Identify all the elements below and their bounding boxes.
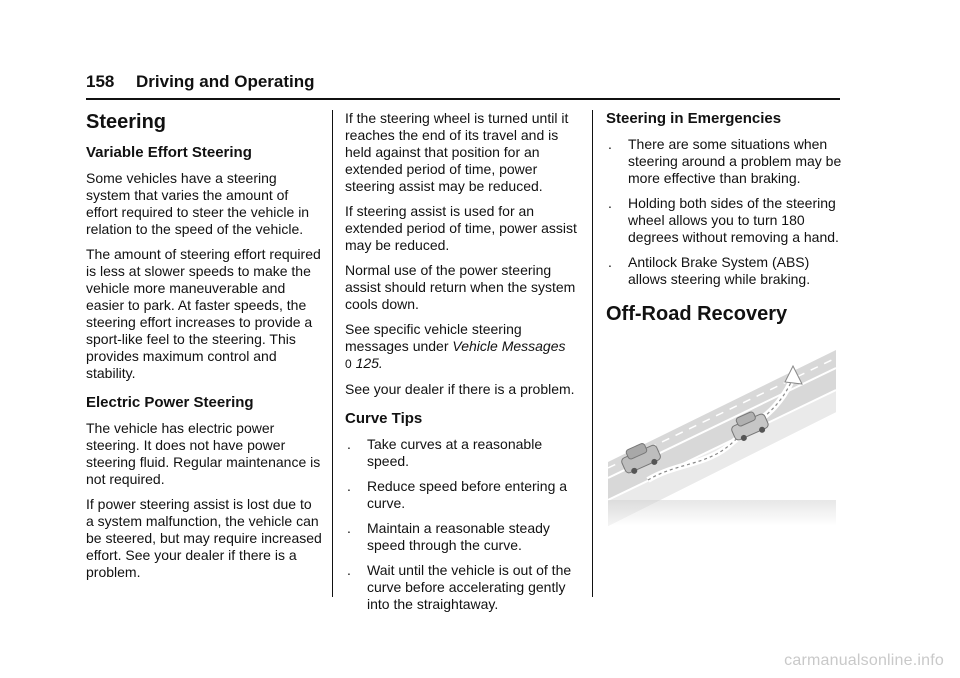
column-2 — [345, 110, 581, 621]
subheading-variable-effort: Variable Effort Steering — [86, 144, 252, 161]
subheading-curve-tips: Curve Tips — [345, 410, 423, 427]
column-divider-1 — [332, 110, 333, 597]
emergency-list — [606, 136, 842, 288]
paragraph: See your dealer if there is a problem. — [345, 381, 575, 397]
subheading-steering-emergencies: Steering in Emergencies — [606, 110, 782, 127]
chapter-title: Driving and Operating — [136, 72, 315, 91]
paragraph-with-reference: See specific vehicle steering messages under Vehicle Messages 0 125. — [345, 321, 566, 371]
off-road-recovery-illustration — [608, 350, 836, 526]
column-3 — [606, 110, 842, 336]
section-heading-steering: Steering — [86, 111, 167, 133]
column-1 — [86, 110, 322, 589]
header-rule — [86, 98, 840, 100]
list-item: . Reduce speed before entering a curve. — [347, 478, 568, 511]
paragraph: The vehicle has electric power steering. It does not have power steering fluid. Regular maintenance is not required. — [86, 420, 321, 487]
road-illustration-svg — [608, 350, 836, 526]
list-item: . Holding both sides of the steering wheel allows you to turn 180 degrees without removing a hand. — [608, 195, 839, 245]
list-item: . There are some situations when steering around a problem may be more effective than braking. — [608, 136, 842, 186]
paragraph: Normal use of the power steering assist should return when the system cools down. — [345, 262, 576, 312]
page-header — [86, 72, 840, 98]
list-item: . Wait until the vehicle is out of the curve before accelerating gently into the straightaway. — [347, 562, 572, 612]
paragraph: If the steering wheel is turned until it reaches the end of its travel and is held against that position for an extended period of time, power steering assist may be reduced. — [345, 110, 569, 194]
paragraph: If power steering assist is lost due to a system malfunction, the vehicle can be steered, but may require increased effort. See your dealer if there is a problem. — [86, 496, 322, 580]
subheading-electric-power: Electric Power Steering — [86, 394, 254, 411]
page-number: 158 — [86, 72, 115, 91]
cross-reference-link[interactable]: Vehicle Messages — [452, 338, 566, 354]
paragraph: Some vehicles have a steering system that varies the amount of effort required to steer the vehicle in relation to the speed of the vehicle. — [86, 170, 310, 237]
section-heading-off-road: Off-Road Recovery — [606, 303, 788, 325]
page-reference-icon: 0 — [345, 357, 352, 371]
curve-tips-list — [345, 436, 581, 613]
list-item: . Antilock Brake System (ABS) allows steering while braking. — [608, 254, 811, 287]
paragraph: If steering assist is used for an extended period of time, power assist may be reduced. — [345, 203, 577, 253]
list-item: . Take curves at a reasonable speed. — [347, 436, 543, 469]
list-item: . Maintain a reasonable steady speed through the curve. — [347, 520, 550, 553]
reference-page-number: 125. — [355, 355, 383, 371]
paragraph: The amount of steering effort required is less at slower speeds to make the vehicle more maneuverable and easier to park. At faster speeds, the steering effort increases to provide a sport-like feel to the steering. This provides maximum control and stability. — [86, 246, 321, 381]
column-divider-2 — [592, 110, 593, 597]
fade-overlay — [608, 500, 836, 526]
watermark: carmanualsonline.info — [784, 652, 944, 669]
